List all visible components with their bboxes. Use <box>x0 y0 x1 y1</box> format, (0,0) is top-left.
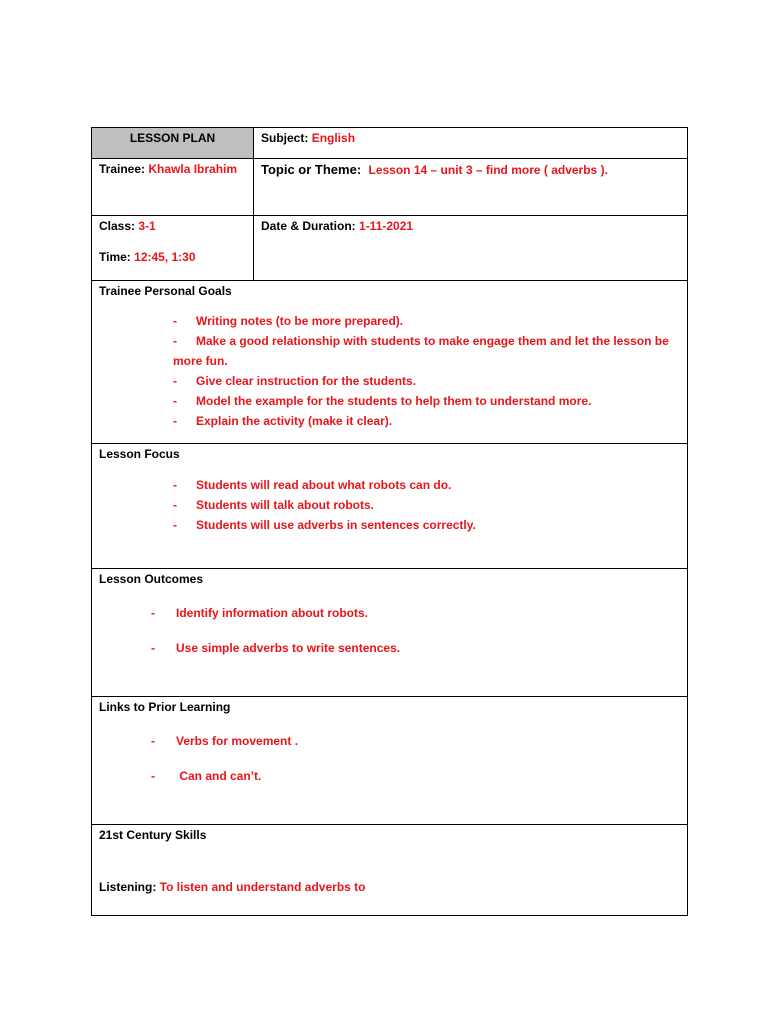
lesson-plan-title <box>92 128 254 158</box>
time-value: 12:45, 1:30 <box>134 250 196 264</box>
lesson-plan-table <box>91 127 688 916</box>
bullet-dash: - <box>151 606 155 620</box>
trainee-cell <box>92 159 254 215</box>
bullet-dash: - <box>173 394 177 408</box>
prior-text: Verbs for movement . <box>176 734 299 748</box>
focus-text: Students will use adverbs in sentences correctly. <box>196 518 476 532</box>
list-item <box>99 495 680 515</box>
list-item <box>99 515 680 535</box>
focus-cell <box>92 444 687 568</box>
bullet-dash: - <box>151 769 155 783</box>
topic-label: Topic or Theme: <box>261 162 362 177</box>
outcomes-list <box>99 603 680 658</box>
list-item <box>99 603 680 623</box>
goals-list <box>99 311 680 431</box>
listening-value: To listen and understand adverbs to <box>159 880 366 894</box>
subject-label: Subject: <box>261 131 309 145</box>
class-time-cell <box>92 216 254 280</box>
subject-cell <box>254 128 687 158</box>
list-item <box>99 391 670 411</box>
topic-cell <box>254 159 687 215</box>
trainee-label: Trainee: <box>99 162 146 176</box>
goal-text: Writing notes (to be more prepared). <box>196 314 404 328</box>
prior-row <box>92 697 687 825</box>
focus-list <box>99 475 680 535</box>
bullet-dash: - <box>173 334 177 348</box>
list-item <box>99 766 680 786</box>
outcome-text: Identify information about robots. <box>176 606 368 620</box>
goal-text: Give clear instruction for the students. <box>196 374 417 388</box>
goal-text: Make a good relationship with students to make engage them and let the lesson be more fun. <box>173 334 669 368</box>
list-item <box>99 311 670 331</box>
list-item <box>99 638 680 658</box>
goals-title: Trainee Personal Goals <box>99 284 232 298</box>
outcomes-row <box>92 569 687 697</box>
header-row <box>92 128 687 159</box>
bullet-dash: - <box>173 414 177 428</box>
focus-row <box>92 444 687 569</box>
prior-list <box>99 731 680 786</box>
list-item <box>99 731 680 751</box>
list-item <box>99 331 670 371</box>
listening-line <box>99 880 680 894</box>
date-value: 1-11-2021 <box>359 219 414 233</box>
listening-label: Listening: <box>99 880 157 894</box>
focus-text: Students will talk about robots. <box>196 498 375 512</box>
bullet-dash: - <box>173 314 177 328</box>
class-value: 3-1 <box>138 219 156 233</box>
subject-value: English <box>311 131 356 145</box>
outcomes-cell <box>92 569 687 696</box>
skills-cell <box>92 825 687 915</box>
bullet-dash: - <box>151 734 155 748</box>
bullet-dash: - <box>173 498 177 512</box>
goal-text: Explain the activity (make it clear). <box>196 414 393 428</box>
list-item <box>99 475 680 495</box>
trainee-row <box>92 159 687 216</box>
prior-text: Can and can’t. <box>176 769 262 783</box>
class-row <box>92 216 687 281</box>
outcomes-title: Lesson Outcomes <box>99 572 204 586</box>
time-label: Time: <box>99 250 131 264</box>
list-item <box>99 411 670 431</box>
list-item <box>99 371 670 391</box>
skills-row <box>92 825 687 915</box>
goal-text: Model the example for the students to help them to understand more. <box>196 394 592 408</box>
prior-cell <box>92 697 687 824</box>
bullet-dash: - <box>173 518 177 532</box>
focus-text: Students will read about what robots can do. <box>196 478 452 492</box>
goals-row <box>92 281 687 444</box>
bullet-dash: - <box>151 641 155 655</box>
lesson-plan-label: LESSON PLAN <box>129 131 216 145</box>
date-cell <box>254 216 687 280</box>
goals-cell <box>92 281 687 443</box>
prior-title: Links to Prior Learning <box>99 700 231 714</box>
bullet-dash: - <box>173 374 177 388</box>
trainee-value: Khawla Ibrahim <box>148 162 238 176</box>
topic-value: Lesson 14 – unit 3 – find more ( adverbs ). <box>368 163 608 177</box>
date-label: Date & Duration: <box>261 219 356 233</box>
outcome-text: Use simple adverbs to write sentences. <box>176 641 401 655</box>
bullet-dash: - <box>173 478 177 492</box>
class-label: Class: <box>99 219 136 233</box>
skills-title: 21st Century Skills <box>99 828 207 842</box>
focus-title: Lesson Focus <box>99 447 180 461</box>
